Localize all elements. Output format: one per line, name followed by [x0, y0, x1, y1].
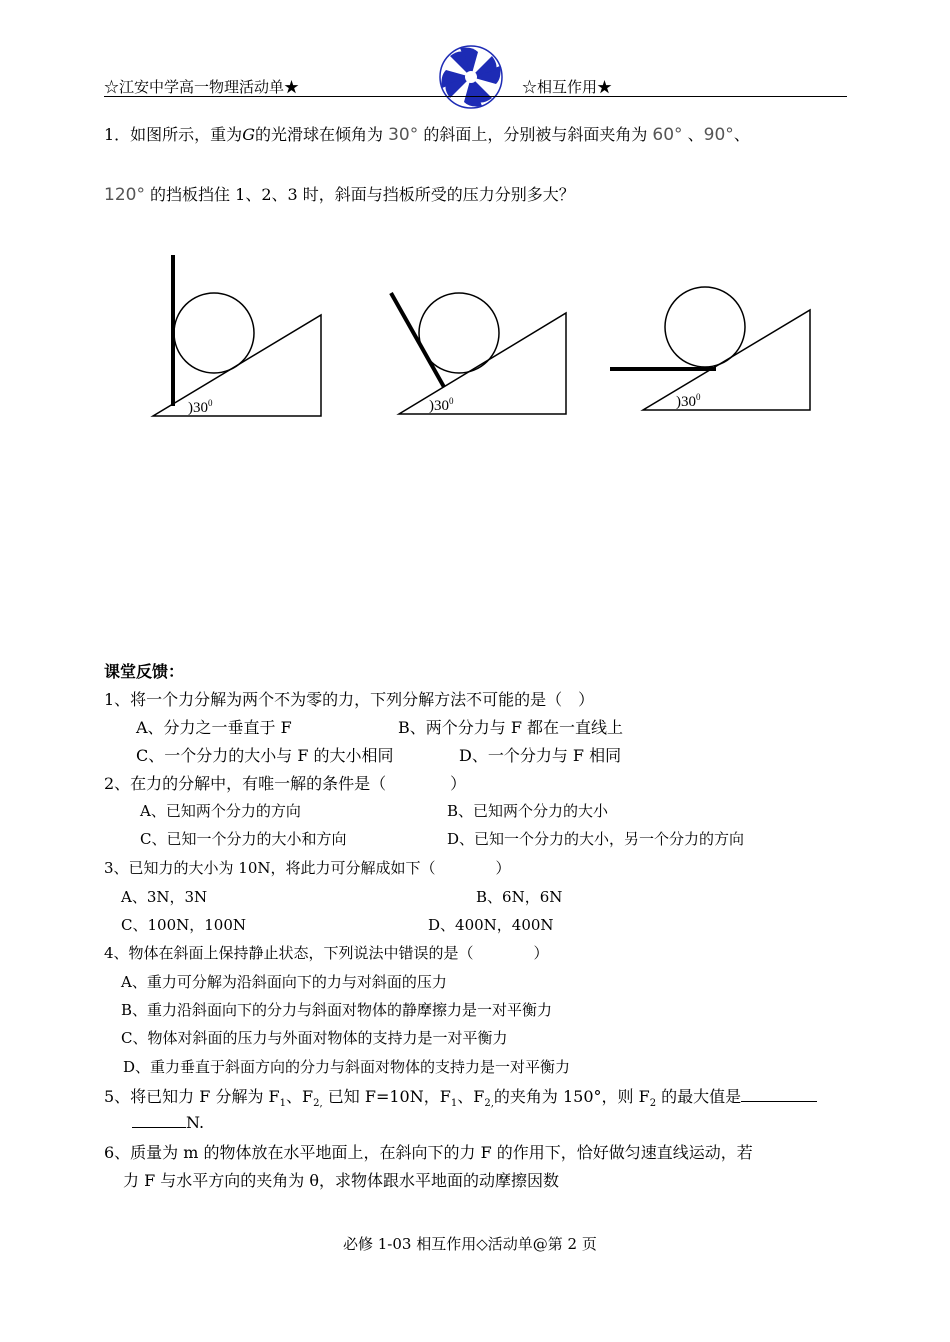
- q1-angle-30: 30°: [388, 125, 419, 145]
- fb-q1-option-a: A、分力之一垂直于 F: [136, 718, 292, 737]
- fb-q2-option-b: B、已知两个分力的大小: [447, 802, 609, 820]
- ball-1: [174, 293, 254, 373]
- fb-q3-option-d: D、400N，400N: [428, 916, 554, 934]
- q1-angle-90: 90°: [703, 125, 734, 145]
- fb-q4-option-b: B、重力沿斜面向下的分力与斜面对物体的静摩擦力是一对平衡力: [121, 1001, 553, 1019]
- fb-q4-option-a: A、重力可分解为沿斜面向下的力与对斜面的压力: [121, 973, 447, 991]
- fb-q2-option-c: C、已知一个分力的大小和方向: [140, 830, 347, 848]
- fb-q6-line-2: 力 F 与水平方向的夹角为 θ，求物体跟水平地面的动摩擦因数: [123, 1171, 559, 1190]
- fb-q3-option-a: A、3N，3N: [121, 888, 208, 906]
- fb-q3: 3、已知力的大小为 10N，将此力可分解成如下（ ）: [104, 859, 511, 877]
- fb-q1-option-d: D、一个分力与 F 相同: [459, 746, 622, 765]
- fb-q2: 2、在力的分解中，有唯一解的条件是（ ）: [104, 774, 467, 793]
- fb-q4: 4、物体在斜面上保持静止状态，下列说法中错误的是（ ）: [104, 944, 549, 962]
- q1-angle-120: 120°: [104, 185, 145, 205]
- angle-label-3: )$30^0$: [676, 392, 701, 410]
- q1-sep: 、: [733, 125, 750, 144]
- fb-q6-line-1: 6、质量为 m 的物体放在水平地面上，在斜向下的力 F 的作用下，恰好做匀速直线运动，若: [104, 1143, 753, 1162]
- q1-text: 的挡板挡住 1、2、3 时，斜面与挡板所受的压力分别多大？: [150, 185, 575, 204]
- q1-angle-60: 60°: [652, 125, 683, 145]
- fb-q5-blank-2: [132, 1112, 186, 1128]
- page-footer: 必修 1-03 相互作用◇活动单@第 2 页: [343, 1235, 597, 1253]
- fb-q5: 5、将已知力 F 分解为 $F_1$、$F_{2,}$ 已知 F=10N，$F_1$、$F_{2,}$的夹角为 150°，则 $F_2$ 的最大值是: [104, 1084, 817, 1109]
- fb-q1-option-b: B、两个分力与 F 都在一直线上: [398, 718, 624, 737]
- board-2: [391, 293, 444, 387]
- fb-q5-blank: [741, 1086, 817, 1102]
- header-left: ☆江安中学高一物理活动单★: [104, 78, 300, 96]
- fb-q2-option-d: D、已知一个分力的大小，另一个分力的方向: [447, 830, 745, 848]
- fb-q3-option-c: C、100N，100N: [121, 916, 246, 934]
- fb-q2-option-a: A、已知两个分力的方向: [140, 802, 301, 820]
- fb-q4-option-c: C、物体对斜面的压力与外面对物体的支持力是一对平衡力: [121, 1029, 508, 1047]
- ball-3: [665, 287, 745, 367]
- q1-text: 1．如图所示，重为: [104, 125, 243, 144]
- angle-label-2: )$30^0$: [429, 396, 454, 414]
- fb-q1-option-c: C、一个分力的大小与 F 的大小相同: [136, 746, 394, 765]
- q1-sep: 、: [687, 125, 704, 144]
- header-right: ☆相互作用★: [522, 78, 613, 96]
- angle-label-1: )$30^0$: [188, 398, 213, 416]
- fb-q5-continuation: N.: [132, 1112, 204, 1132]
- fb-q1: 1、将一个力分解为两个不为零的力，下列分解方法不可能的是（ ）: [104, 690, 595, 709]
- feedback-title: 课堂反馈：: [104, 662, 185, 681]
- figure-2: [391, 293, 566, 414]
- figure-3: [610, 287, 810, 410]
- incline-2: [399, 313, 566, 414]
- figure-1: [153, 255, 321, 416]
- incline-figures: [0, 0, 950, 450]
- q1-text: 的斜面上，分别被与斜面夹角为: [423, 125, 648, 144]
- fb-q3-option-b: B、6N，6N: [476, 888, 563, 906]
- fb-q4-option-d: D、重力垂直于斜面方向的分力与斜面对物体的支持力是一对平衡力: [123, 1058, 571, 1076]
- q1-weight-symbol: G: [242, 125, 255, 144]
- q1-text: 的光滑球在倾角为: [254, 125, 383, 144]
